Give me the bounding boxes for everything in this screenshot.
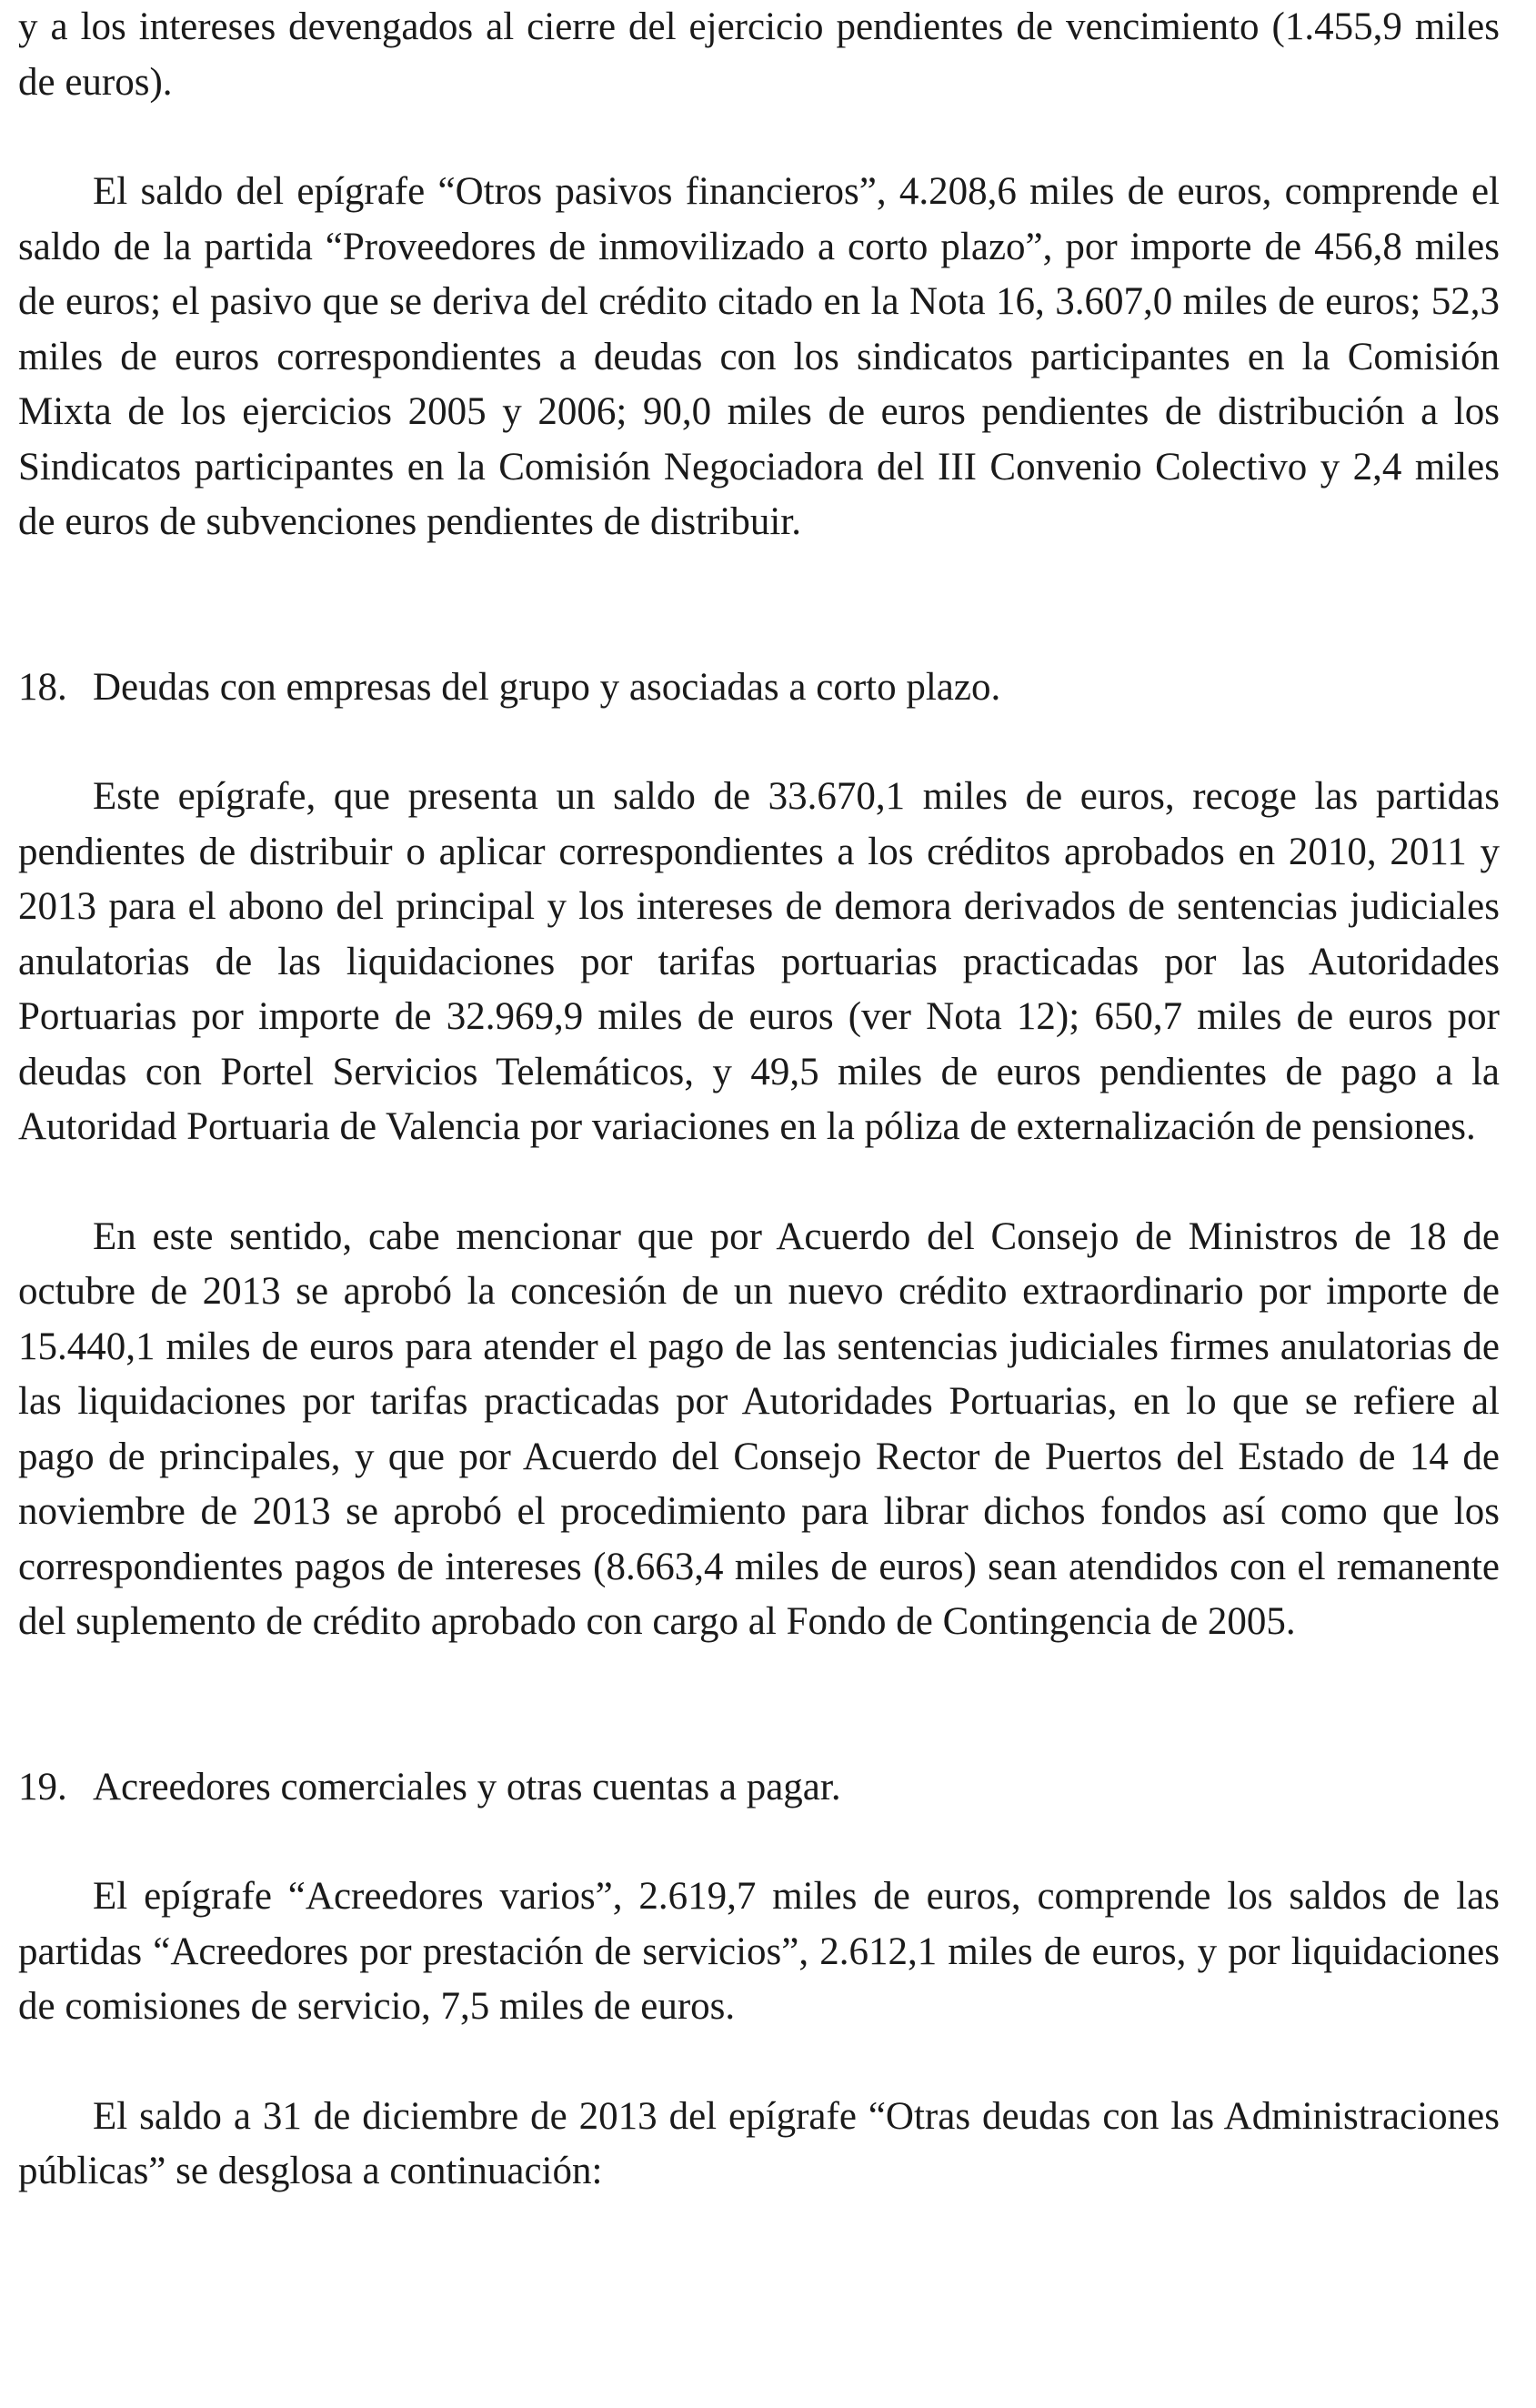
section-spacer	[18, 550, 1500, 660]
section-19-number: 19.	[18, 1765, 67, 1809]
document-page	[18, 0, 1500, 2200]
section-18-title: Deudas con empresas del grupo y asociadas a corto plazo.	[93, 665, 1001, 709]
section-19-heading	[18, 1760, 1500, 1816]
otros-pasivos-paragraph: El saldo del epígrafe “Otros pasivos financieros”, 4.208,6 miles de euros, comprende el saldo de la partida “Proveedores de inmovilizado a corto plazo”, por importe de 456,8 miles de euros; el pasivo que se deriva del crédito citado en la Nota 16, 3.607,0 miles de euros; 52,3 miles de euros correspondientes a deudas con los sindicatos participantes en la Comisión Mixta de los ejercicios 2005 y 2006; 90,0 miles de euros pendientes de distribución a los Sindicatos participantes en la Comisión Negociadora del III Convenio Colectivo y 2,4 miles de euros de subvenciones pendientes de distribuir.	[18, 170, 1500, 543]
paragraph-spacer	[18, 1155, 1500, 1210]
section-18-heading	[18, 660, 1500, 716]
section-19-paragraph-1: El epígrafe “Acreedores varios”, 2.619,7 miles de euros, comprende los saldos de las partidas “Acreedores por prestación de servicios”, 2.612,1 miles de euros, y por liquidaciones de comisiones de servicio, 7,5 miles de euros.	[18, 1875, 1500, 2028]
section-19-title: Acreedores comerciales y otras cuentas a pagar.	[93, 1765, 841, 1809]
section-18-paragraph-1: Este epígrafe, que presenta un saldo de 33.670,1 miles de euros, recoge las partidas pendientes de distribuir o aplicar correspondientes a los créditos aprobados en 2010, 2011 y 2013 para el abono del principal y los intereses de demora derivados de sentencias judiciales anulatorias de las liquidaciones por tarifas portuarias practicadas por las Autoridades Portuarias por importe de 32.969,9 miles de euros (ver Nota 12); 650,7 miles de euros por deudas con Portel Servicios Telemáticos, y 49,5 miles de euros pendientes de pago a la Autoridad Portuaria de Valencia por variaciones en la póliza de externalización de pensiones.	[18, 775, 1500, 1148]
paragraph-spacer	[18, 1815, 1500, 1869]
paragraph-spacer	[18, 110, 1500, 165]
section-spacer	[18, 1650, 1500, 1760]
paragraph-spacer	[18, 2035, 1500, 2090]
paragraph-spacer	[18, 715, 1500, 770]
section-19-paragraph-2: El saldo a 31 de diciembre de 2013 del epígrafe “Otras deudas con las Administraciones públicas” se desglosa a continuación:	[18, 2094, 1500, 2192]
section-18-paragraph-2: En este sentido, cabe mencionar que por Acuerdo del Consejo de Ministros de 18 de octubre de 2013 se aprobó la concesión de un nuevo crédito extraordinario por importe de 15.440,1 miles de euros para atender el pago de las sentencias judiciales firmes anulatorias de las liquidaciones por tarifas practicadas por Autoridades Portuarias, en lo que se refiere al pago de principales, y que por Acuerdo del Consejo Rector de Puertos del Estado de 14 de noviembre de 2013 se aprobó el procedimiento para librar dichos fondos así como que los correspondientes pagos de intereses (8.663,4 miles de euros) sean atendidos con el remanente del suplemento de crédito aprobado con cargo al Fondo de Contingencia de 2005.	[18, 1214, 1500, 1643]
continued-paragraph: y a los intereses devengados al cierre del ejercicio pendientes de vencimiento (1.455,9 miles de euros).	[18, 5, 1500, 104]
section-18-number: 18.	[18, 665, 67, 709]
